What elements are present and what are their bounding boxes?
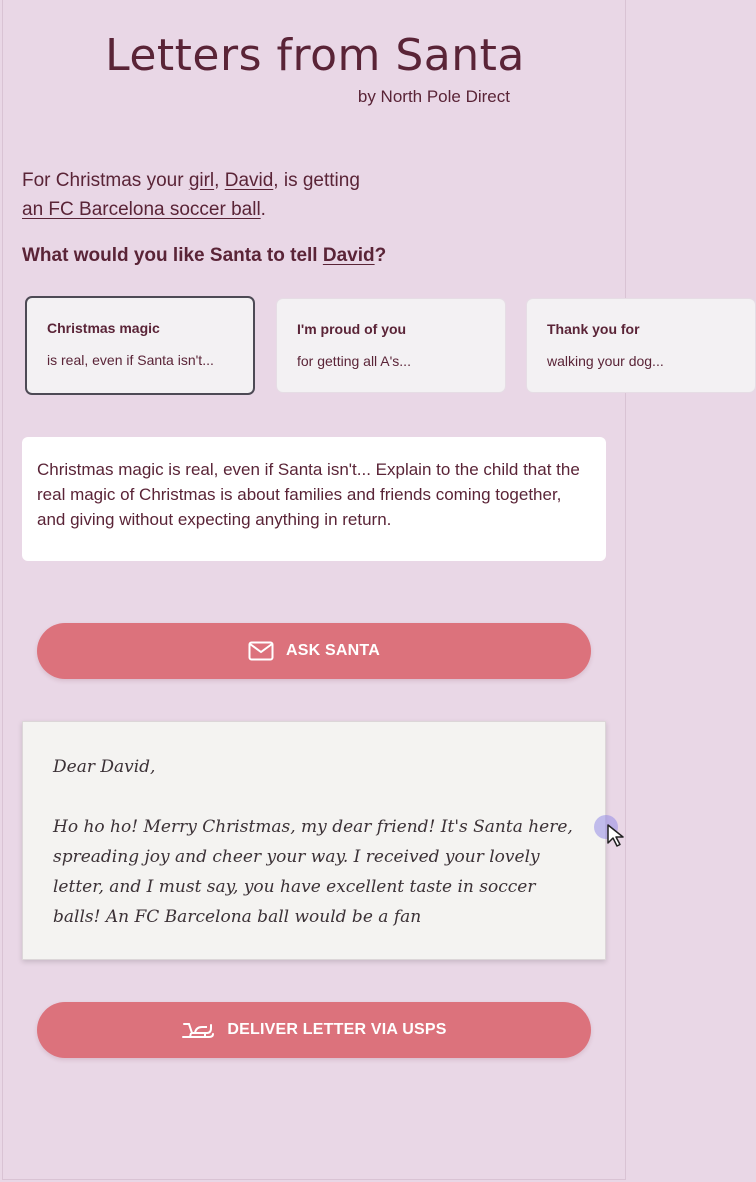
option-subtitle: is real, even if Santa isn't... bbox=[47, 352, 214, 368]
deliver-letter-label: DELIVER LETTER VIA USPS bbox=[227, 1021, 447, 1038]
question-child-name-link[interactable]: David bbox=[322, 245, 375, 266]
page-title: Letters from Santa bbox=[105, 30, 525, 81]
ask-santa-label: ASK SANTA bbox=[286, 642, 380, 659]
question-suffix: ? bbox=[374, 245, 387, 266]
intro-sep: , bbox=[214, 170, 225, 191]
option-title: Christmas magic bbox=[47, 320, 160, 336]
relation-link[interactable]: girl bbox=[188, 170, 215, 191]
option-card-christmas-magic[interactable] bbox=[25, 296, 255, 395]
option-card-thank-you[interactable] bbox=[526, 298, 756, 393]
option-title: I'm proud of you bbox=[297, 321, 407, 337]
message-options bbox=[22, 296, 664, 396]
question-heading bbox=[22, 245, 386, 267]
intro-end: . bbox=[260, 199, 266, 220]
ask-santa-button[interactable] bbox=[37, 623, 591, 679]
sleigh-icon bbox=[181, 1018, 215, 1042]
byline: by North Pole Direct bbox=[357, 87, 510, 106]
envelope-icon bbox=[248, 641, 274, 661]
intro-mid: , is getting bbox=[273, 170, 360, 191]
letter-body: Ho ho ho! Merry Christmas, my dear friend! It's Santa here, spreading joy and cheer your way. I received your lovely letter, and I must say, you have excellent taste in soccer balls! An FC Barcelona ball would be a fan bbox=[53, 817, 573, 927]
intro-text bbox=[22, 166, 442, 224]
option-subtitle: for getting all A's... bbox=[297, 353, 411, 369]
option-subtitle: walking your dog... bbox=[547, 353, 664, 369]
intro-prefix: For Christmas your bbox=[22, 170, 189, 191]
cursor-arrow-icon bbox=[606, 823, 630, 854]
letter-greeting: Dear David, bbox=[53, 757, 156, 777]
child-name-link[interactable]: David bbox=[224, 170, 274, 191]
gift-link[interactable]: an FC Barcelona soccer ball bbox=[22, 199, 261, 220]
santa-letter bbox=[22, 721, 606, 960]
option-title: Thank you for bbox=[547, 321, 640, 337]
message-textarea[interactable]: Christmas magic is real, even if Santa isn't... Explain to the child that the real magic of Christmas is about families and friends coming together, and giving without expecting anything in return. bbox=[22, 437, 606, 561]
deliver-letter-button[interactable] bbox=[37, 1002, 591, 1058]
header bbox=[0, 28, 630, 84]
option-card-proud-of-you[interactable] bbox=[276, 298, 506, 393]
question-prefix: What would you like Santa to tell bbox=[22, 245, 323, 266]
